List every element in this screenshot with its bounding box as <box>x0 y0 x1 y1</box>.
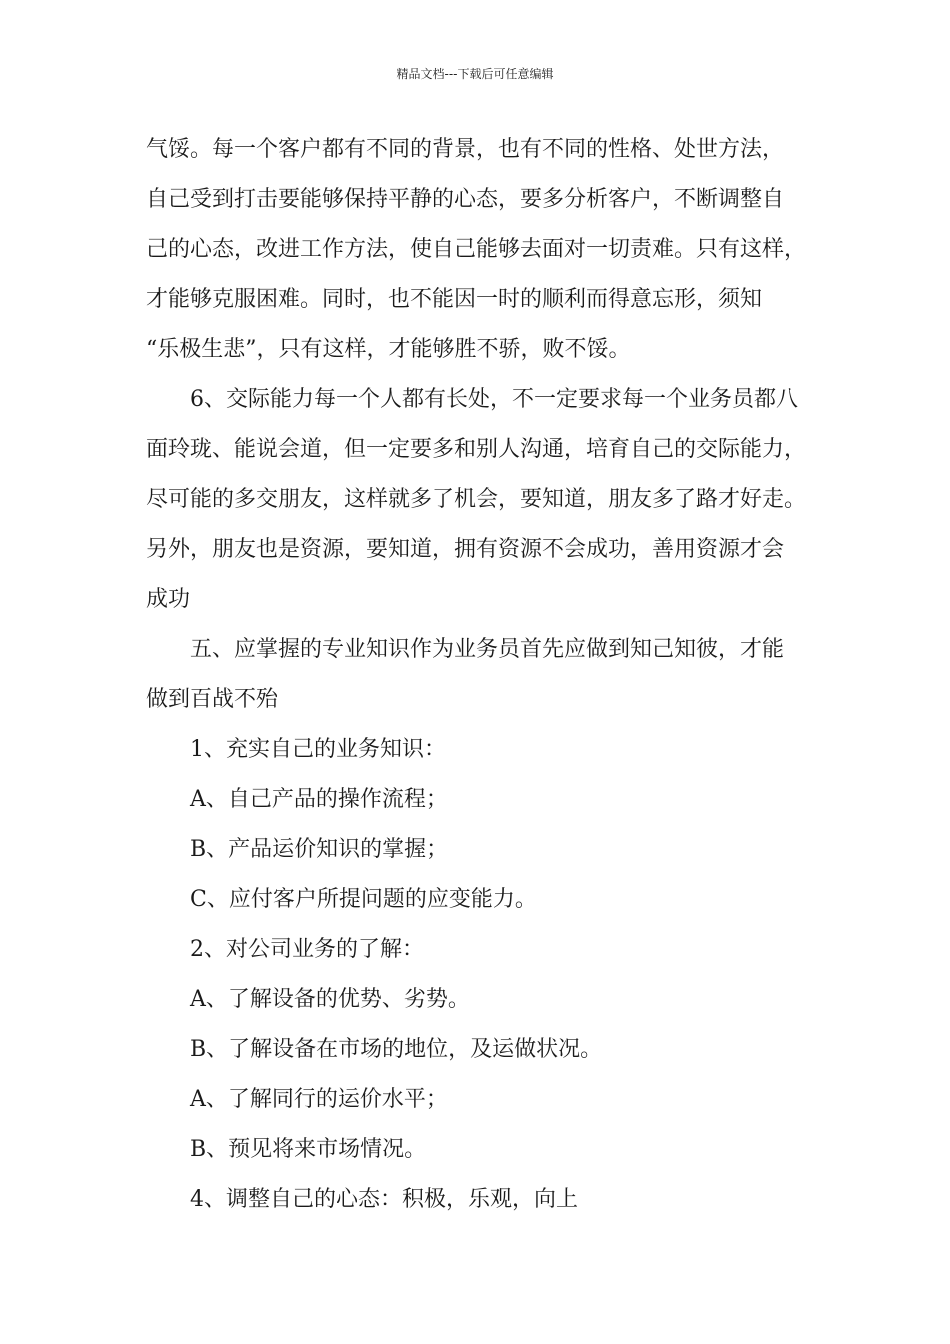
body-line: 自己受到打击要能够保持平静的心态，要多分析客户，不断调整自 <box>146 187 785 212</box>
section-heading: 做到百战不殆 <box>146 687 279 712</box>
body-line: 才能够克服困难。同时，也不能因一时的顺利而得意忘形，须知 <box>146 287 763 312</box>
list-item: B、预见将来市场情况。 <box>190 1137 427 1162</box>
list-item: B、了解设备在市场的地位，及运做状况。 <box>190 1037 603 1062</box>
section-heading: 五、应掌握的专业知识作为业务员首先应做到知己知彼，才能 <box>190 637 785 662</box>
list-item: A、了解设备的优势、劣势。 <box>190 987 470 1012</box>
body-line: 成功 <box>146 587 191 612</box>
list-item: 1、充实自己的业务知识： <box>190 737 446 762</box>
body-line: 尽可能的多交朋友，这样就多了机会，要知道，朋友多了路才好走。 <box>146 487 807 512</box>
list-item: A、自己产品的操作流程； <box>190 787 448 812</box>
list-item: B、产品运价知识的掌握； <box>190 837 449 862</box>
body-line: 气馁。每一个客户都有不同的背景，也有不同的性格、处世方法， <box>146 137 785 162</box>
list-item: 4、调整自己的心态：积极，乐观，向上 <box>190 1187 578 1212</box>
body-line: “乐极生悲”，只有这样，才能够胜不骄，败不馁。 <box>146 337 631 362</box>
body-line: 6、交际能力每一个人都有长处，不一定要求每一个业务员都八 <box>190 387 798 412</box>
list-item: C、应付客户所提问题的应变能力。 <box>190 887 537 912</box>
list-item: 2、对公司业务的了解： <box>190 937 424 962</box>
body-line: 己的心态，改进工作方法，使自己能够去面对一切责难。只有这样， <box>146 237 807 262</box>
list-item: A、了解同行的运价水平； <box>190 1087 448 1112</box>
page-header: 精品文档---下载后可任意编辑 <box>396 67 554 81</box>
body-line: 面玲珑、能说会道，但一定要多和别人沟通，培育自己的交际能力， <box>146 437 807 462</box>
body-line: 另外，朋友也是资源，要知道，拥有资源不会成功，善用资源才会 <box>146 537 785 562</box>
